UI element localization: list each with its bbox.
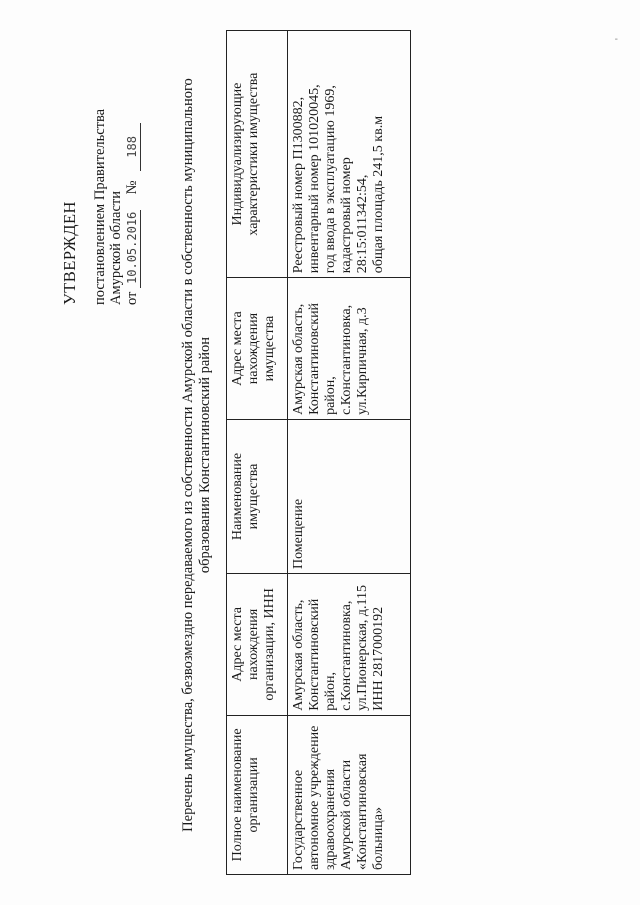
header-line: Полное наименование	[230, 728, 245, 862]
approval-line-1: постановлением Правительства	[92, 108, 108, 305]
header-line: организации, ИНН	[262, 588, 277, 701]
cell-line: ул.Пионерская, д.115	[355, 584, 370, 711]
cell-line: Константиновский	[307, 302, 322, 415]
header-property-address	[227, 278, 288, 420]
header-line: нахождения	[246, 608, 261, 681]
corner-mark: -	[614, 34, 618, 45]
cell-line: ИНН 2817000192	[371, 606, 386, 711]
approval-line-2: Амурской области	[108, 191, 124, 305]
table-row	[288, 31, 411, 875]
header-line: характеристики имущества	[246, 72, 261, 236]
header-line: Адрес места	[230, 607, 245, 682]
cell-property-address	[288, 278, 411, 420]
cell-line: Реестровый номер П1300882,	[291, 96, 306, 274]
title-line-2: образования Константиновский район	[197, 336, 213, 574]
date-prefix: от	[124, 291, 140, 305]
approval-date-line	[124, 109, 141, 305]
cell-line: Помещение	[291, 498, 306, 570]
header-org-name	[227, 715, 288, 874]
header-line: Наименование	[230, 452, 245, 541]
cell-line: «Константиновская	[355, 753, 370, 870]
cell-line: ул.Кирпичная, д.3	[355, 307, 370, 415]
cell-line: с.Константиновка,	[339, 600, 354, 711]
approval-number: 188	[124, 123, 141, 171]
cell-property-name	[288, 419, 411, 573]
approval-date: 10.05.2016	[124, 210, 141, 288]
cell-line: год ввода в эксплуатацию 1969,	[323, 85, 338, 274]
cell-line: с.Константиновка,	[339, 304, 354, 415]
cell-line: Амурская область,	[291, 599, 306, 711]
cell-characteristics	[288, 31, 411, 278]
property-table	[226, 30, 411, 875]
header-line: имущества	[262, 315, 277, 382]
cell-line: Амурской области	[339, 759, 354, 870]
cell-line: район,	[323, 376, 338, 415]
cell-line: автономное учреждение	[307, 725, 322, 870]
cell-line: район,	[323, 672, 338, 711]
cell-line: инвентарный номер 101020045,	[307, 84, 322, 274]
header-line: Индивидуализирующие	[230, 82, 245, 226]
header-property-name	[227, 419, 288, 573]
header-characteristics	[227, 31, 288, 278]
cell-line: кадастровый номер	[339, 157, 354, 274]
cell-line: Константиновский	[307, 598, 322, 711]
header-line: имущества	[246, 463, 261, 530]
title-line-1: Перечень имущества, безвозмездно передаваемого из собственности Амурской области в собственность муниципального	[180, 78, 196, 832]
table-header-row	[227, 31, 288, 875]
approval-heading: УТВЕРЖДЕН	[60, 201, 79, 305]
header-line: нахождения	[246, 312, 261, 385]
approval-block	[62, 109, 141, 305]
header-line: организации	[246, 757, 261, 833]
cell-org-name	[288, 715, 411, 874]
cell-line: Государственное	[291, 769, 306, 870]
cell-line: Амурская область,	[291, 303, 306, 415]
header-line: Адрес места	[230, 311, 245, 386]
document-title	[180, 45, 214, 865]
number-label: №	[124, 180, 140, 195]
cell-line: 28:15:011342:54,	[355, 174, 370, 274]
cell-org-address	[288, 574, 411, 716]
cell-line: здравоохранения	[323, 768, 338, 870]
cell-line: общая площадь 241,5 кв.м	[371, 115, 386, 274]
cell-line: больница»	[371, 807, 386, 870]
header-org-address	[227, 574, 288, 716]
